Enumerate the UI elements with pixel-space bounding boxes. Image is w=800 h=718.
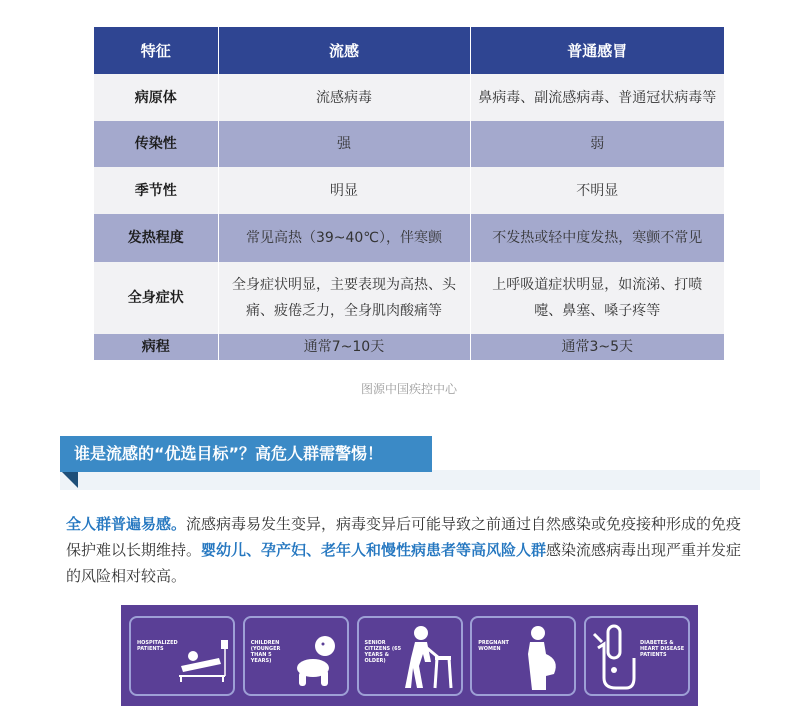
group-card-seniors — [357, 616, 463, 696]
card-label: DIABETES & HEART DISEASE PATIENTS — [640, 639, 685, 658]
hospital-bed-icon — [171, 636, 231, 686]
table-row — [94, 121, 724, 167]
row-flu: 明显 — [218, 167, 470, 214]
table-row — [94, 74, 724, 121]
header-flu: 流感 — [218, 27, 470, 74]
row-flu: 全身症状明显，主要表现为高热、头痛、疲倦乏力，全身肌肉酸痛等 — [218, 262, 470, 334]
body-paragraph — [66, 511, 756, 589]
finger-blood-test-icon — [590, 622, 640, 692]
card-label: PREGNANT WOMEN — [478, 639, 509, 652]
table-row — [94, 214, 724, 262]
group-card-children — [243, 616, 349, 696]
row-flu: 通常7~10天 — [218, 334, 470, 360]
row-cold: 鼻病毒、副流感病毒、普通冠状病毒等 — [470, 74, 724, 121]
body-text: 感染流感病毒出现严重并发症的风险相对较高。 — [66, 541, 742, 585]
card-label: SENIOR CITIZENS (65 YEARS & OLDER) — [364, 639, 402, 664]
row-feature: 病程 — [94, 334, 218, 360]
row-cold: 不发热或轻中度发热，寒颤不常见 — [470, 214, 724, 262]
crawling-baby-icon — [287, 630, 347, 690]
section-banner-fold — [60, 470, 78, 488]
row-feature: 发热程度 — [94, 214, 218, 262]
body-text: 流感病毒易发生变异，病毒变异后可能导致之前通过自然感染或免疫接种形成的免疫保护难以长期维持。 — [66, 515, 742, 559]
highlight-text: 婴幼儿、孕产妇、老年人和慢性病患者等高风险人群 — [201, 541, 547, 559]
group-card-chronic-disease — [584, 616, 690, 696]
header-common-cold: 普通感冒 — [470, 27, 724, 74]
table-row — [94, 167, 724, 214]
row-flu: 流感病毒 — [218, 74, 470, 121]
row-flu: 强 — [218, 121, 470, 167]
pregnant-woman-icon — [516, 624, 566, 692]
table-row — [94, 334, 724, 360]
group-card-pregnant — [470, 616, 576, 696]
header-feature: 特征 — [94, 27, 218, 74]
image-source-caption: 图源中国疾控中心 — [360, 382, 457, 396]
row-feature: 季节性 — [94, 167, 218, 214]
table-header-row — [94, 27, 724, 74]
row-feature: 病原体 — [94, 74, 218, 121]
section-banner-underline — [60, 470, 760, 490]
high-risk-groups-banner — [121, 605, 698, 706]
section-title: 谁是流感的“优选目标”？高危人群需警惕！ — [60, 436, 432, 472]
table-row — [94, 262, 724, 334]
card-label: CHILDREN (YOUNGER THAN 5 YEARS) — [250, 639, 281, 664]
row-feature: 传染性 — [94, 121, 218, 167]
row-cold: 通常3~5天 — [470, 334, 724, 360]
group-card-hospitalized — [129, 616, 235, 696]
row-cold: 弱 — [470, 121, 724, 167]
elderly-walker-icon — [401, 624, 457, 692]
row-feature: 全身症状 — [94, 262, 218, 334]
row-cold: 上呼吸道症状明显，如流涕、打喷嚏、鼻塞、嗓子疼等 — [470, 262, 724, 334]
comparison-table — [94, 27, 724, 360]
row-flu: 常见高热（39~40℃），伴寒颤 — [218, 214, 470, 262]
card-label: HOSPITALIZED PATIENTS — [137, 639, 178, 652]
row-cold: 不明显 — [470, 167, 724, 214]
highlight-text: 全人群普遍易感。 — [66, 515, 187, 533]
